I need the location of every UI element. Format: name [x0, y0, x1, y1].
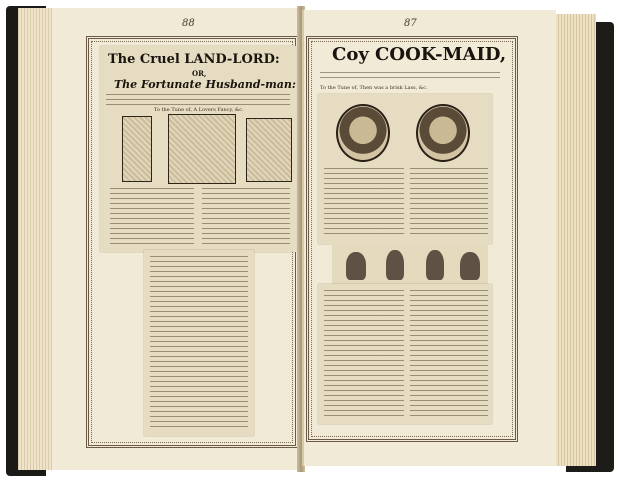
- ballad-subtitle-text: [106, 94, 290, 106]
- continuation-ballad-sheet: [144, 250, 254, 436]
- cook-maid-verse-left: [324, 168, 404, 238]
- ballad-tune-line: To the Tune of, A Lovers Fancy, &c.: [154, 107, 244, 113]
- cook-maid-lower-verse-left: [324, 290, 404, 418]
- figure-2-woodcut: [386, 250, 404, 280]
- four-figures-woodcut: [332, 244, 488, 284]
- cook-maid-verse-right: [410, 168, 488, 238]
- left-page-number: 88: [182, 18, 195, 29]
- right-page-number: 87: [404, 18, 417, 29]
- man-with-tools-woodcut: [122, 116, 152, 182]
- figure-4-woodcut: [460, 252, 480, 280]
- dancing-man-woodcut: [168, 114, 236, 184]
- cook-maid-lower-verse-right: [410, 290, 488, 418]
- house-woodcut: [246, 118, 292, 182]
- left-page-edges: [18, 8, 54, 470]
- man-portrait: [416, 104, 470, 162]
- left-page: [52, 8, 300, 470]
- ballad-verse-column-right: [202, 188, 290, 246]
- woman-portrait: [336, 104, 390, 162]
- ballad-title-line2: The Fortunate Husband-man:: [114, 78, 296, 91]
- continuation-verse-text: [150, 256, 248, 430]
- ballad-verse-column-left: [110, 188, 194, 246]
- ballad-title-line1: The Cruel LAND-LORD:: [108, 52, 280, 67]
- right-page-edges: [552, 14, 596, 466]
- figure-1-woodcut: [346, 252, 366, 280]
- cook-maid-lower-sheet: [318, 284, 492, 424]
- figure-3-woodcut: [426, 250, 444, 280]
- cruel-landlord-ballad-sheet: [100, 46, 296, 252]
- cook-maid-ballad-title: Coy COOK-MAID,: [332, 44, 507, 65]
- right-page: [302, 10, 556, 466]
- ballad-title-or: OR,: [192, 69, 207, 78]
- cook-maid-ballad-sheet: [318, 94, 492, 244]
- cook-maid-subtitle-text: [320, 72, 500, 82]
- cook-maid-tune-line: To the Tune of, Then was a brisk Lass, &c.: [320, 85, 428, 91]
